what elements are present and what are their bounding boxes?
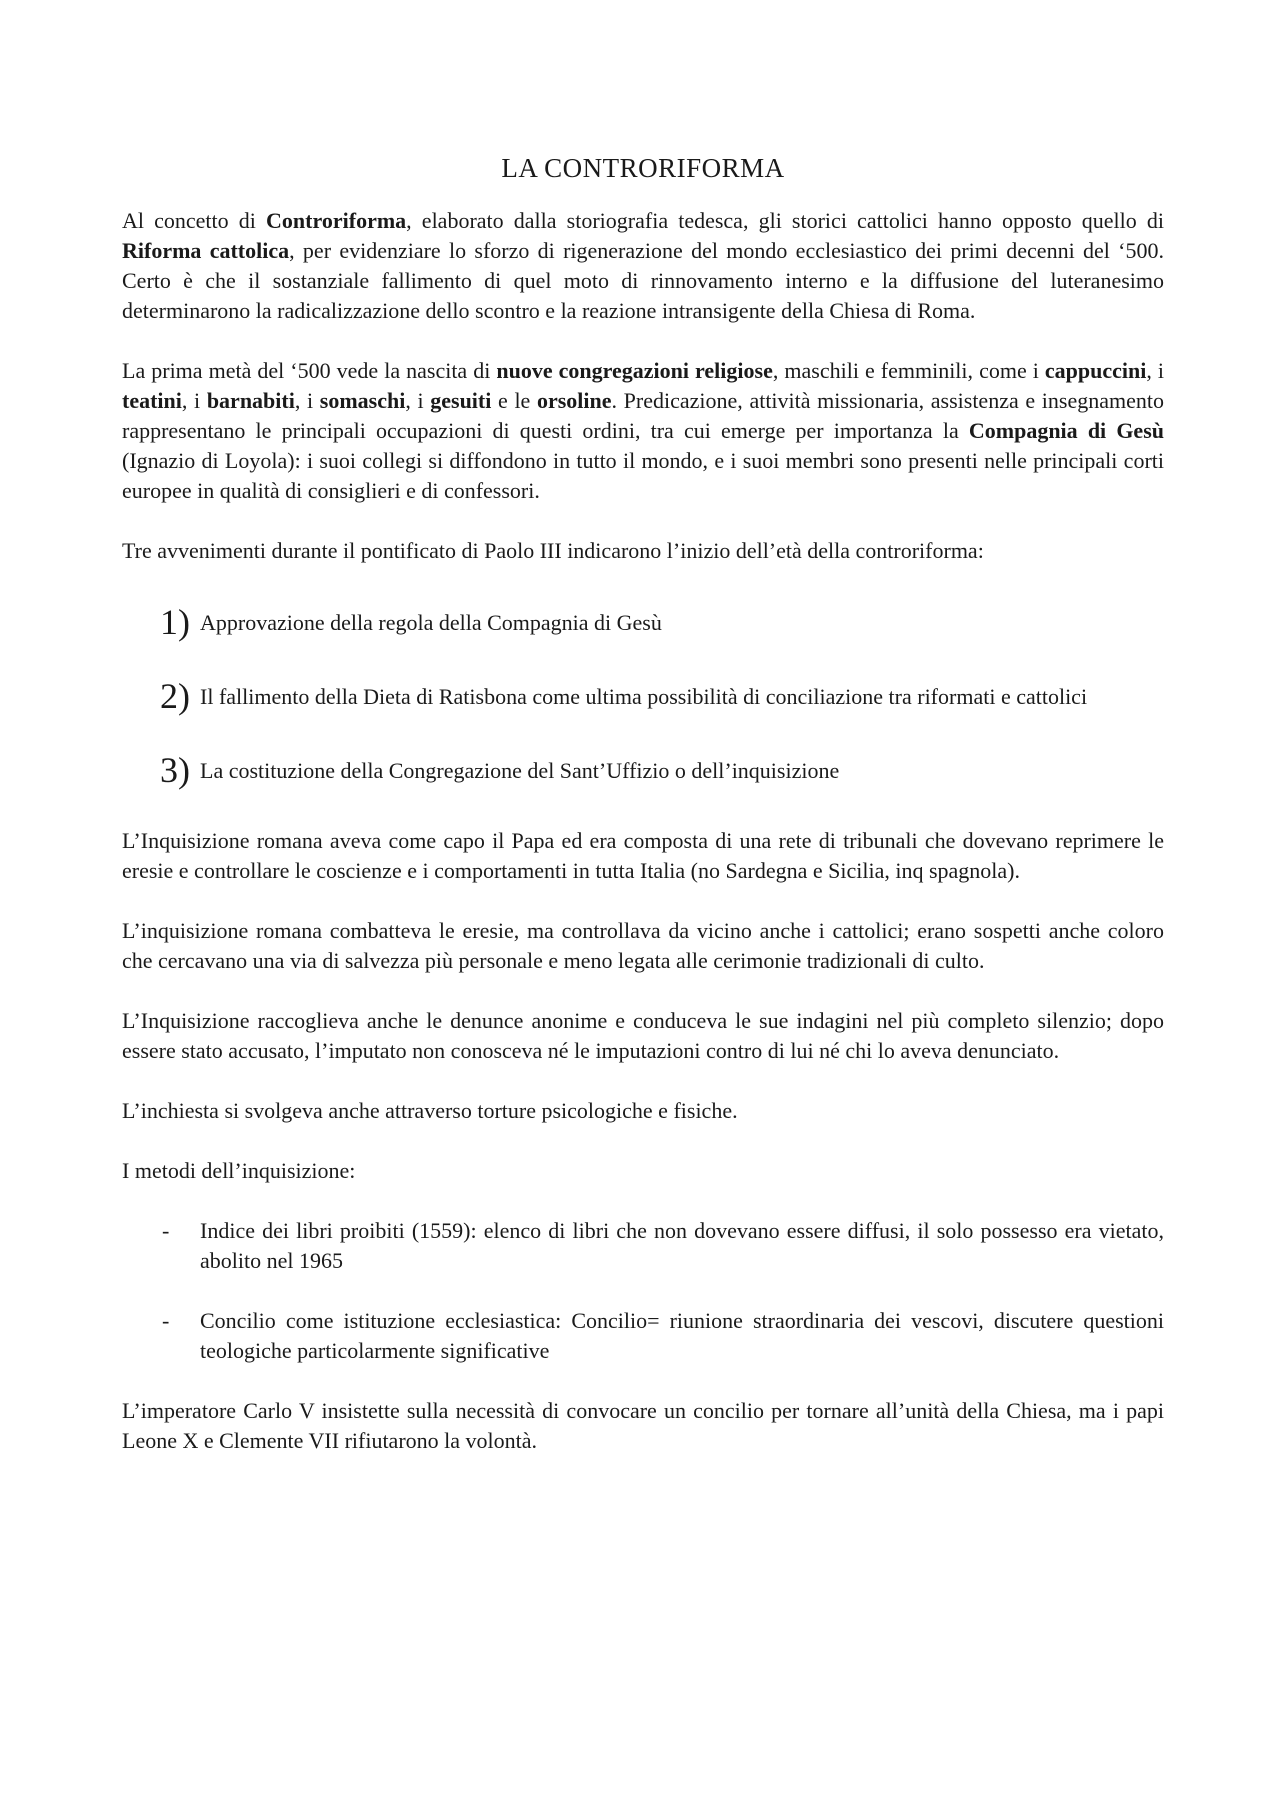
bold-term-riforma-cattolica: Riforma cattolica	[122, 238, 290, 263]
list-item	[122, 602, 1164, 642]
text-run: , per evidenziare lo sforzo di rigenerazione del mondo ecclesiastico dei primi decenni del ‘500. Certo è che il sostanziale fallimento di quel moto di rinnovamento interno e la diffusione del luteranesimo determinarono la radicalizzazione dello scontro e la reazione intransigente della Chiesa di Roma.	[122, 238, 1164, 323]
bold-term-orsoline: orsoline	[536, 388, 612, 413]
bold-term-congregazioni: nuove congregazioni religiose	[496, 358, 773, 383]
list-item-text: Il fallimento della Dieta di Ratisbona come ultima possibilità di conciliazione tra riformati e cattolici	[200, 684, 1088, 709]
paragraph-metodi-heading: I metodi dell’inquisizione:	[122, 1158, 356, 1183]
paragraph-inquisizione-denunce: L’Inquisizione raccoglieva anche le denunce anonime e conduceva le sue indagini nel più completo silenzio; dopo essere stato accusato, l’imputato non conosceva né le imputazioni contro di lui né chi lo aveva denunciato.	[122, 1008, 1164, 1063]
methods-list	[122, 1216, 1164, 1366]
list-item	[122, 750, 1164, 790]
events-list	[122, 602, 1164, 790]
list-item-text: Approvazione della regola della Compagnia di Gesù	[200, 610, 662, 635]
bold-term-gesuiti: gesuiti	[430, 388, 492, 413]
text-run: , i	[181, 388, 207, 413]
list-item	[122, 1306, 1164, 1366]
document-title: LA CONTRORIFORMA	[501, 153, 785, 183]
paragraph-controriforma-concept	[122, 206, 1164, 326]
text-run: , i	[405, 388, 431, 413]
list-item-text: La costituzione della Congregazione del Sant’Uffizio o dell’inquisizione	[200, 758, 840, 783]
list-dash: -	[162, 1218, 170, 1243]
text-run: Al concetto di	[122, 208, 267, 233]
text-run: . Predicazione, attività missionaria, assistenza e insegnamento rappresentano le principali occupazioni di questi ordini, tra cui emerge per importanza la	[122, 388, 1164, 443]
paragraph-tre-avvenimenti: Tre avvenimenti durante il pontificato di Paolo III indicarono l’inizio dell’età della controriforma:	[122, 538, 984, 563]
list-item	[122, 676, 1164, 716]
paragraph-congregazioni	[122, 356, 1164, 506]
bold-term-somaschi: somaschi	[319, 388, 406, 413]
list-number: 2)	[160, 676, 190, 716]
text-run: , maschili e femminili, come i	[772, 358, 1045, 383]
paragraph-inquisizione-eresie: L’inquisizione romana combatteva le eresie, ma controllava da vicino anche i cattolici; erano sospetti anche coloro che cercavano una via di salvezza più personale e meno legata alle cerimonie tradizionali di culto.	[122, 918, 1164, 973]
list-number: 1)	[160, 602, 190, 642]
paragraph-inchiesta: L’inchiesta si svolgeva anche attraverso torture psicologiche e fisiche.	[122, 1098, 738, 1123]
text-run: La prima metà del ‘500 vede la nascita di	[122, 358, 497, 383]
bold-term-compagnia-di-gesu: Compagnia di Gesù	[968, 418, 1164, 443]
text-run: , i	[1146, 358, 1165, 383]
bold-term-barnabiti: barnabiti	[206, 388, 295, 413]
list-item	[122, 1216, 1164, 1276]
text-run: , elaborato dalla storiografia tedesca, gli storici cattolici hanno opposto quello di	[406, 208, 1164, 233]
text-run: , i	[294, 388, 320, 413]
document-page	[122, 150, 1164, 1486]
paragraph-inquisizione-romana: L’Inquisizione romana aveva come capo il Papa ed era composta di una rete di tribunali che dovevano reprimere le eresie e controllare le coscienze e i comportamenti in tutta Italia (no Sardegna e Sicilia, inq spagnola).	[122, 828, 1164, 883]
paragraph-carlo-v: L’imperatore Carlo V insistette sulla necessità di convocare un concilio per tornare all’unità della Chiesa, ma i papi Leone X e Clemente VII rifiutarono la volontà.	[122, 1398, 1164, 1453]
bold-term-cappuccini: cappuccini	[1044, 358, 1147, 383]
list-item-text: Indice dei libri proibiti (1559): elenco di libri che non dovevano essere diffusi, il solo possesso era vietato, abolito nel 1965	[200, 1218, 1164, 1273]
bold-term-teatini: teatini	[122, 388, 182, 413]
text-run: (Ignazio di Loyola): i suoi collegi si diffondono in tutto il mondo, e i suoi membri sono presenti nelle principali corti europee in qualità di consiglieri e di confessori.	[122, 448, 1164, 503]
text-run: e le	[491, 388, 537, 413]
list-number: 3)	[160, 750, 190, 790]
list-item-text: Concilio come istituzione ecclesiastica: Concilio= riunione straordinaria dei vescovi, discutere questioni teologiche particolarmente significative	[200, 1308, 1164, 1363]
list-dash: -	[162, 1308, 170, 1333]
bold-term-controriforma: Controriforma	[266, 208, 407, 233]
